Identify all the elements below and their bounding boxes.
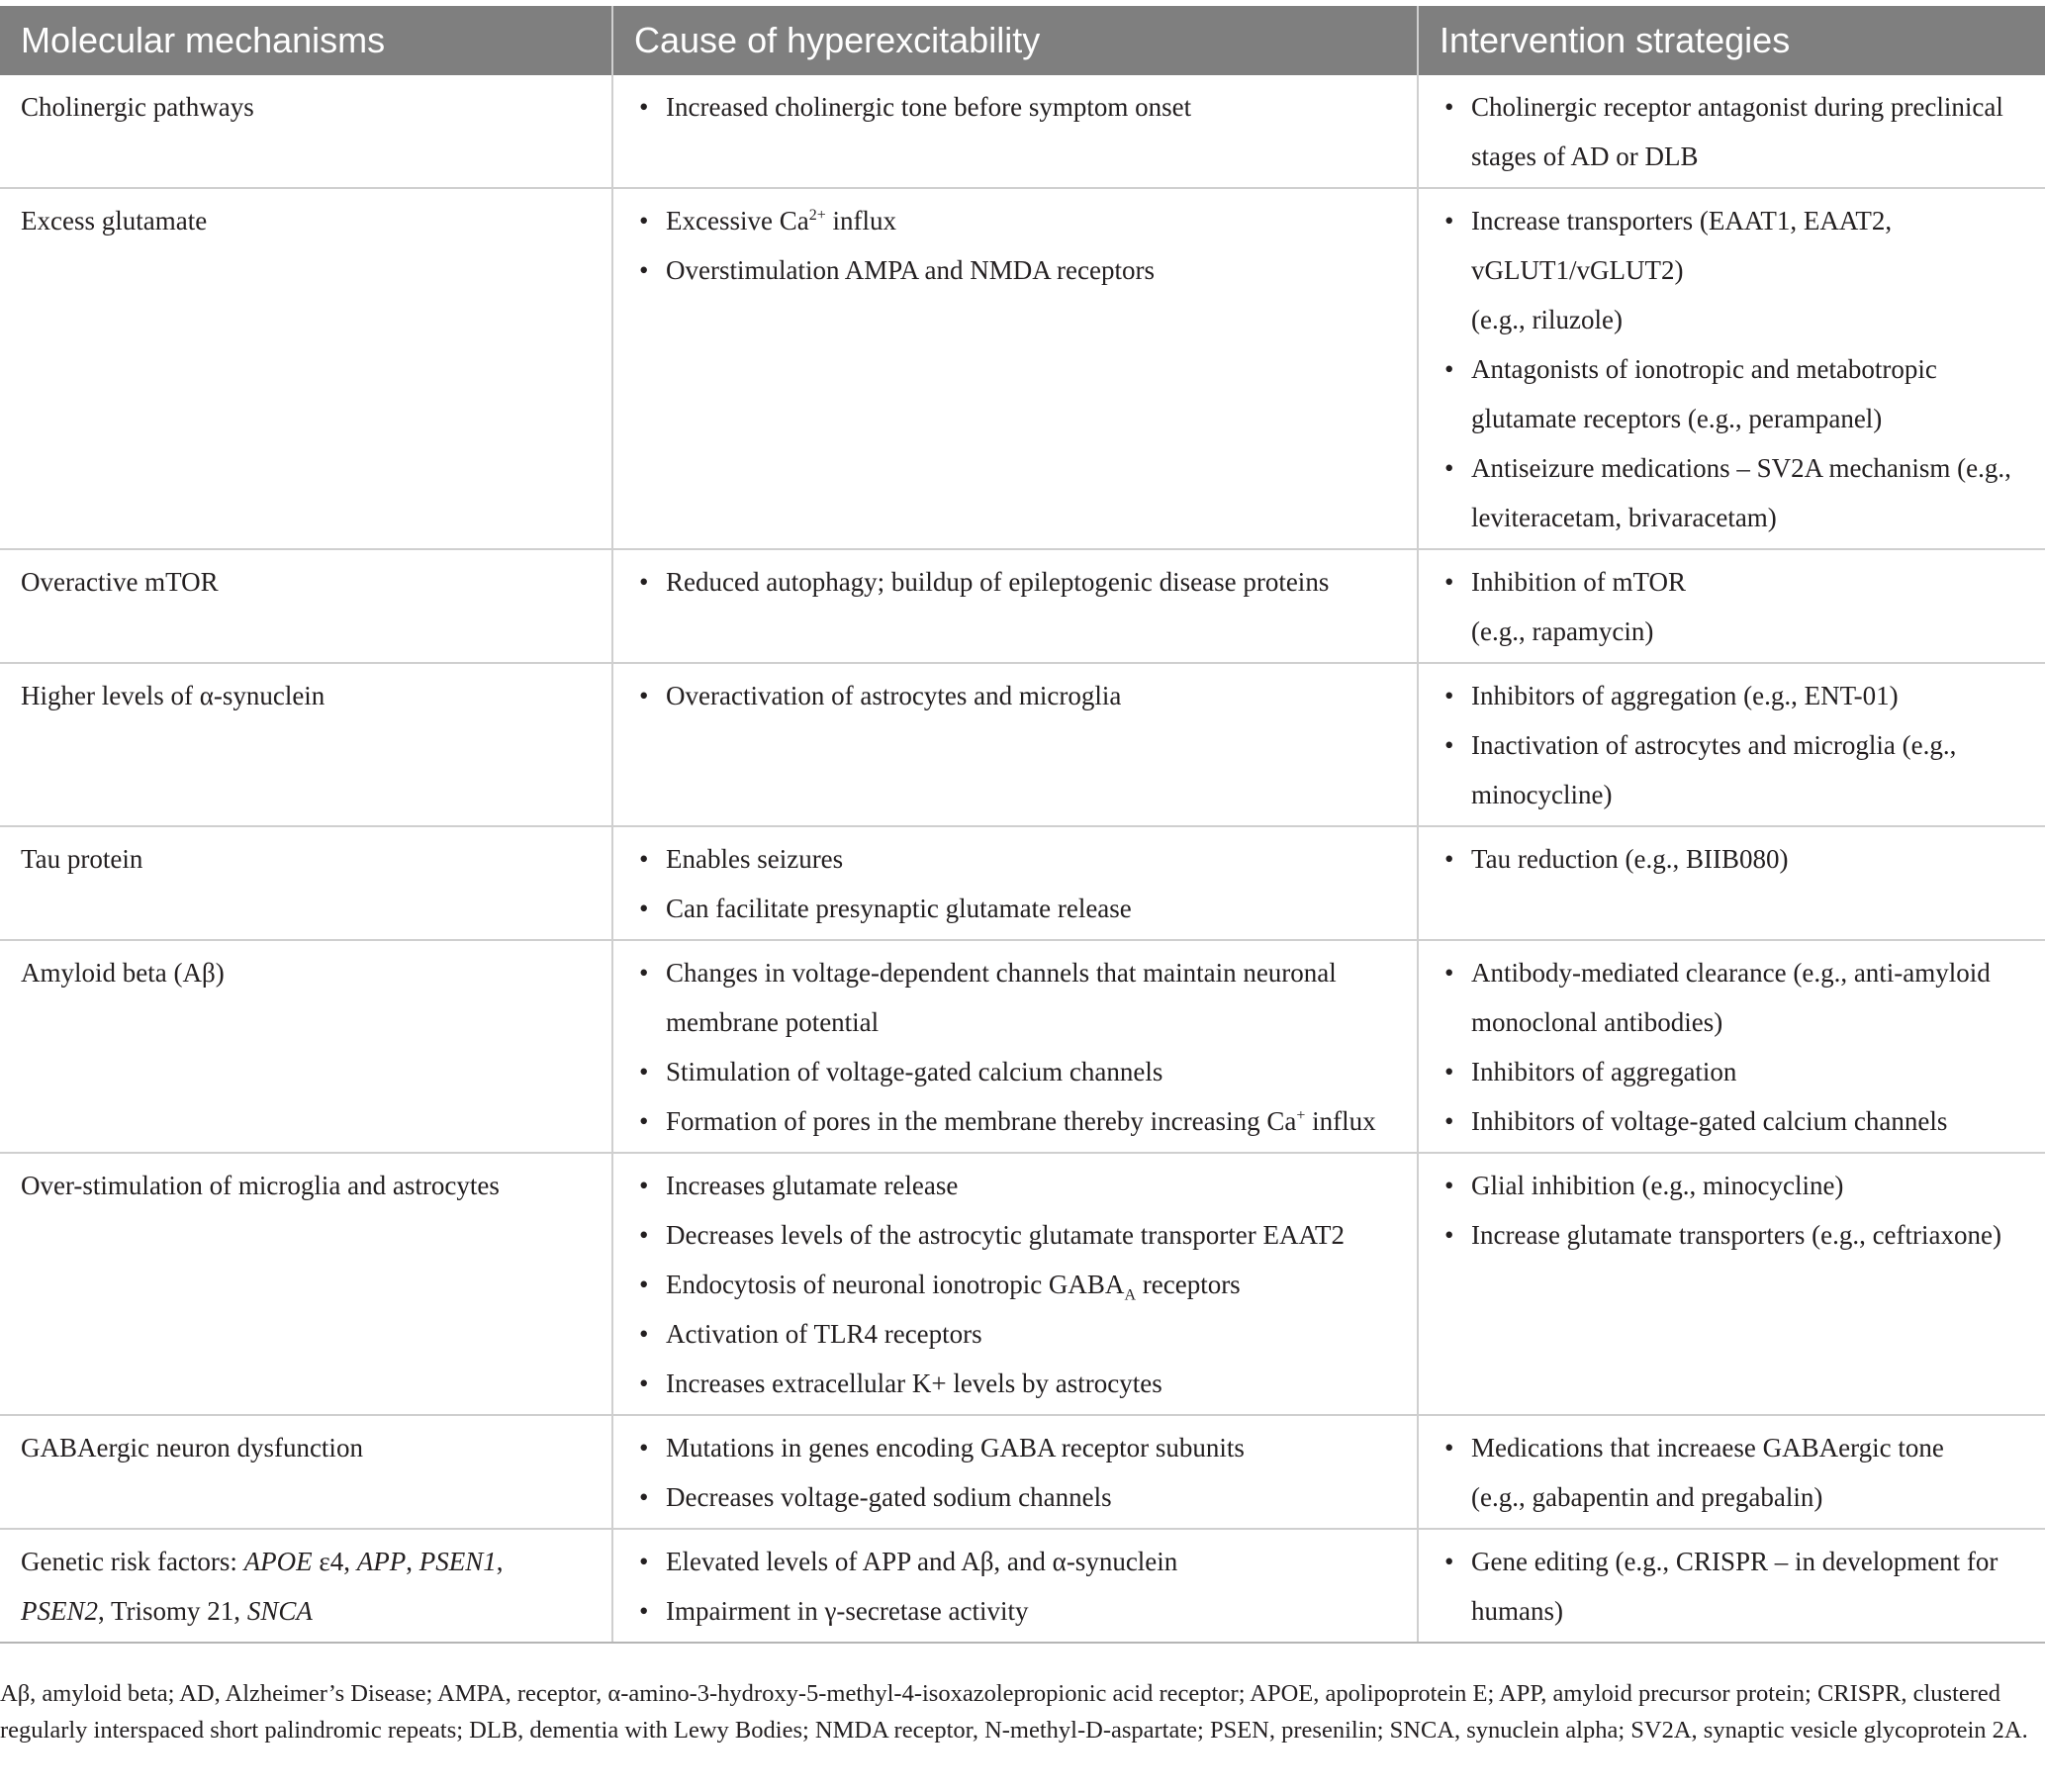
bullet-icon: • [1444, 730, 1454, 760]
list-item [1440, 1210, 2025, 1260]
mechanisms-table [0, 6, 2045, 1644]
bullet-text: Medications that increaese GABAergic tone [1471, 1433, 1944, 1462]
bullet-icon: • [639, 1106, 649, 1136]
bullet-text: Can facilitate presynaptic glutamate release [666, 894, 1132, 923]
bullet-text: Antiseizure medications – SV2A mechanism (e.g., leviteracetam, brivaracetam) [1471, 453, 2011, 532]
bullet-text: Formation of pores in the membrane thereby increasing Ca [666, 1106, 1297, 1136]
bullet-text: Overactivation of astrocytes and microglia [666, 681, 1122, 710]
table-footnote: Aβ, amyloid beta; AD, Alzheimer’s Disease; AMPA, receptor, α-amino-3-hydroxy-5-methyl-4-isoxazolepropionic acid receptor; APOE, apolipoprotein E; APP, amyloid precursor protein; CRISPR, clustered regularly interspaced short palindromic repeats; DLB, dementia with Lewy Bodies; NMDA receptor, N-methyl-D-aspartate; PSEN, presenilin; SNCA, synuclein alpha; SV2A, synaptic vesicle glycoprotein 2A. [0, 1680, 2028, 1744]
bullet-icon: • [1444, 1171, 1454, 1200]
intervention-list [1440, 557, 2025, 656]
cause-list [634, 671, 1397, 720]
intervention-cell [1418, 663, 2045, 826]
bullet-icon: • [1444, 844, 1454, 874]
bullet-text: Antagonists of ionotropic and metabotropic glutamate receptors (e.g., perampanel) [1471, 354, 1937, 433]
mechanism-text: , Trisomy 21, [98, 1596, 247, 1626]
bullet-icon: • [1444, 1057, 1454, 1086]
bullet-text: Reduced autophagy; buildup of epileptogenic disease proteins [666, 567, 1330, 597]
bullet-icon: • [1444, 1220, 1454, 1250]
bullet-text: Decreases levels of the astrocytic glutamate transporter EAAT2 [666, 1220, 1345, 1250]
gene-name: SNCA [246, 1596, 313, 1626]
bullet-text: Stimulation of voltage-gated calcium channels [666, 1057, 1163, 1086]
mechanism-text: , [496, 1547, 504, 1576]
list-item [634, 557, 1397, 607]
cause-list [634, 1423, 1397, 1522]
bullet-text: Endocytosis of neuronal ionotropic GABA [666, 1270, 1125, 1299]
cause-list [634, 948, 1397, 1146]
superscript: + [1296, 1107, 1306, 1124]
cause-list [634, 557, 1397, 607]
bullet-icon: • [639, 1319, 649, 1349]
bullet-text: Enables seizures [666, 844, 844, 874]
bullet-text: Increases glutamate release [666, 1171, 959, 1200]
bullet-continuation: (e.g., gabapentin and pregabalin) [1471, 1482, 1823, 1512]
table-row [0, 1153, 2045, 1415]
table-row [0, 940, 2045, 1153]
list-item [634, 245, 1397, 295]
bullet-icon: • [639, 681, 649, 710]
bullet-text: Inhibition of mTOR [1471, 567, 1687, 597]
bullet-icon: • [639, 1596, 649, 1626]
list-item [634, 82, 1397, 132]
bullet-icon: • [639, 1547, 649, 1576]
mechanism-text: , [406, 1547, 419, 1576]
bullet-text: Inhibitors of aggregation [1471, 1057, 1737, 1086]
cause-cell [612, 663, 1418, 826]
bullet-icon: • [639, 1220, 649, 1250]
bullet-icon: • [1444, 567, 1454, 597]
list-item [1440, 1161, 2025, 1210]
cause-list [634, 82, 1397, 132]
list-item [1440, 82, 2025, 181]
bullet-icon: • [639, 894, 649, 923]
mechanism-cell: GABAergic neuron dysfunction [0, 1415, 612, 1529]
cause-cell [612, 75, 1418, 188]
list-item [1440, 671, 2025, 720]
list-item [634, 884, 1397, 933]
intervention-cell [1418, 1529, 2045, 1643]
list-item [1440, 720, 2025, 819]
table-row [0, 549, 2045, 663]
cause-cell [612, 1153, 1418, 1415]
bullet-text: Increase glutamate transporters (e.g., ceftriaxone) [1471, 1220, 2001, 1250]
bullet-text: Gene editing (e.g., CRISPR – in development for humans) [1471, 1547, 1999, 1626]
bullet-text: receptors [1136, 1270, 1241, 1299]
mechanism-text: Genetic risk factors: [21, 1547, 244, 1576]
mechanism-cell: Higher levels of α-synuclein [0, 663, 612, 826]
bullet-text: Tau reduction (e.g., BIIB080) [1471, 844, 1789, 874]
bullet-icon: • [1444, 92, 1454, 122]
list-item [634, 1423, 1397, 1472]
bullet-continuation: (e.g., rapamycin) [1471, 616, 1654, 646]
bullet-text: influx [825, 206, 896, 236]
mechanism-cell: Overactive mTOR [0, 549, 612, 663]
mechanism-cell: Tau protein [0, 826, 612, 940]
bullet-icon: • [639, 1482, 649, 1512]
mechanism-cell: Cholinergic pathways [0, 75, 612, 188]
bullet-text: Elevated levels of APP and Aβ, and α-synuclein [666, 1547, 1178, 1576]
cause-list [634, 1161, 1397, 1408]
list-item [1440, 443, 2025, 542]
gene-name: PSEN2 [21, 1596, 98, 1626]
list-item [634, 1210, 1397, 1260]
bullet-text: Overstimulation AMPA and NMDA receptors [666, 255, 1155, 285]
list-item [1440, 557, 2025, 656]
cause-cell [612, 826, 1418, 940]
intervention-cell [1418, 940, 2045, 1153]
table-row [0, 663, 2045, 826]
table-body [0, 75, 2045, 1643]
table-header [0, 6, 2045, 75]
mechanism-cell: Over-stimulation of microglia and astrocytes [0, 1153, 612, 1415]
bullet-icon: • [639, 255, 649, 285]
bullet-icon: • [1444, 958, 1454, 988]
list-item [1440, 1096, 2025, 1146]
list-item [634, 1260, 1397, 1309]
table-row [0, 826, 2045, 940]
list-item [1440, 1537, 2025, 1636]
bullet-text: Impairment in γ-secretase activity [666, 1596, 1029, 1626]
intervention-list [1440, 82, 2025, 181]
header-molecular-mechanisms: Molecular mechanisms [0, 6, 612, 75]
cause-list [634, 1537, 1397, 1636]
list-item [634, 1161, 1397, 1210]
intervention-list [1440, 948, 2025, 1146]
cause-list [634, 834, 1397, 933]
list-item [634, 1309, 1397, 1359]
bullet-icon: • [639, 844, 649, 874]
bullet-icon: • [639, 567, 649, 597]
bullet-icon: • [639, 92, 649, 122]
gene-name: APOE [243, 1547, 313, 1576]
intervention-list [1440, 671, 2025, 819]
intervention-cell [1418, 75, 2045, 188]
cause-cell [612, 1415, 1418, 1529]
subscript: A [1124, 1286, 1136, 1304]
bullet-icon: • [1444, 1433, 1454, 1462]
list-item [634, 1472, 1397, 1522]
table-row [0, 1529, 2045, 1643]
header-cause-of-hyperexcitability: Cause of hyperexcitability [612, 6, 1418, 75]
bullet-text: Increases extracellular K+ levels by astrocytes [666, 1368, 1162, 1398]
bullet-icon: • [639, 1433, 649, 1462]
cause-cell [612, 940, 1418, 1153]
bullet-icon: • [1444, 1106, 1454, 1136]
cause-cell [612, 1529, 1418, 1643]
bullet-icon: • [1444, 206, 1454, 236]
bullet-text: Increase transporters (EAAT1, EAAT2, vGLUT1/vGLUT2) [1471, 206, 1893, 285]
bullet-icon: • [1444, 453, 1454, 483]
bullet-text: Glial inhibition (e.g., minocycline) [1471, 1171, 1844, 1200]
bullet-text: Decreases voltage-gated sodium channels [666, 1482, 1112, 1512]
cause-list [634, 196, 1397, 295]
list-item [634, 1537, 1397, 1586]
bullet-text: Inactivation of astrocytes and microglia (e.g., minocycline) [1471, 730, 1957, 809]
bullet-icon: • [1444, 354, 1454, 384]
mechanism-text: ε4, [312, 1547, 357, 1576]
list-item [1440, 834, 2025, 884]
bullet-text: Excessive Ca [666, 206, 809, 236]
list-item [634, 834, 1397, 884]
intervention-list [1440, 1161, 2025, 1260]
intervention-list [1440, 1537, 2025, 1636]
bullet-continuation: (e.g., riluzole) [1471, 305, 1623, 334]
intervention-cell [1418, 1153, 2045, 1415]
list-item [1440, 344, 2025, 443]
bullet-icon: • [639, 1171, 649, 1200]
bullet-icon: • [1444, 681, 1454, 710]
list-item [634, 1359, 1397, 1408]
bullet-text: Changes in voltage-dependent channels that maintain neuronal membrane potential [666, 958, 1337, 1037]
list-item [634, 1096, 1397, 1146]
bullet-icon: • [639, 1368, 649, 1398]
bullet-text: Inhibitors of aggregation (e.g., ENT-01) [1471, 681, 1899, 710]
list-item [634, 671, 1397, 720]
intervention-cell [1418, 826, 2045, 940]
list-item [634, 196, 1397, 245]
cause-cell [612, 549, 1418, 663]
superscript: 2+ [808, 207, 826, 224]
intervention-list [1440, 1423, 2025, 1522]
bullet-icon: • [639, 958, 649, 988]
mechanism-cell [0, 1529, 612, 1643]
header-row [0, 6, 2045, 75]
bullet-text: influx [1305, 1106, 1376, 1136]
bullet-text: Antibody-mediated clearance (e.g., anti-amyloid monoclonal antibodies) [1471, 958, 1991, 1037]
intervention-cell [1418, 1415, 2045, 1529]
intervention-cell [1418, 188, 2045, 549]
gene-name: APP [356, 1547, 407, 1576]
list-item [1440, 196, 2025, 344]
table-row [0, 75, 2045, 188]
bullet-text: Activation of TLR4 receptors [666, 1319, 982, 1349]
list-item [634, 948, 1397, 1047]
list-item [1440, 1423, 2025, 1522]
bullet-icon: • [639, 206, 649, 236]
list-item [634, 1586, 1397, 1636]
list-item [1440, 1047, 2025, 1096]
table-row [0, 1415, 2045, 1529]
list-item [1440, 948, 2025, 1047]
mechanism-cell: Amyloid beta (Aβ) [0, 940, 612, 1153]
bullet-icon: • [639, 1057, 649, 1086]
bullet-icon: • [1444, 1547, 1454, 1576]
bullet-text: Inhibitors of voltage-gated calcium channels [1471, 1106, 1948, 1136]
header-intervention-strategies: Intervention strategies [1418, 6, 2045, 75]
mechanism-cell: Excess glutamate [0, 188, 612, 549]
intervention-cell [1418, 549, 2045, 663]
bullet-text: Increased cholinergic tone before symptom onset [666, 92, 1192, 122]
gene-name: PSEN1 [418, 1547, 497, 1576]
bullet-icon: • [639, 1270, 649, 1299]
intervention-list [1440, 834, 2025, 884]
bullet-text: Cholinergic receptor antagonist during preclinical stages of AD or DLB [1471, 92, 2003, 171]
list-item [634, 1047, 1397, 1096]
cause-cell [612, 188, 1418, 549]
bullet-text: Mutations in genes encoding GABA receptor subunits [666, 1433, 1245, 1462]
table-row [0, 188, 2045, 549]
intervention-list [1440, 196, 2025, 542]
